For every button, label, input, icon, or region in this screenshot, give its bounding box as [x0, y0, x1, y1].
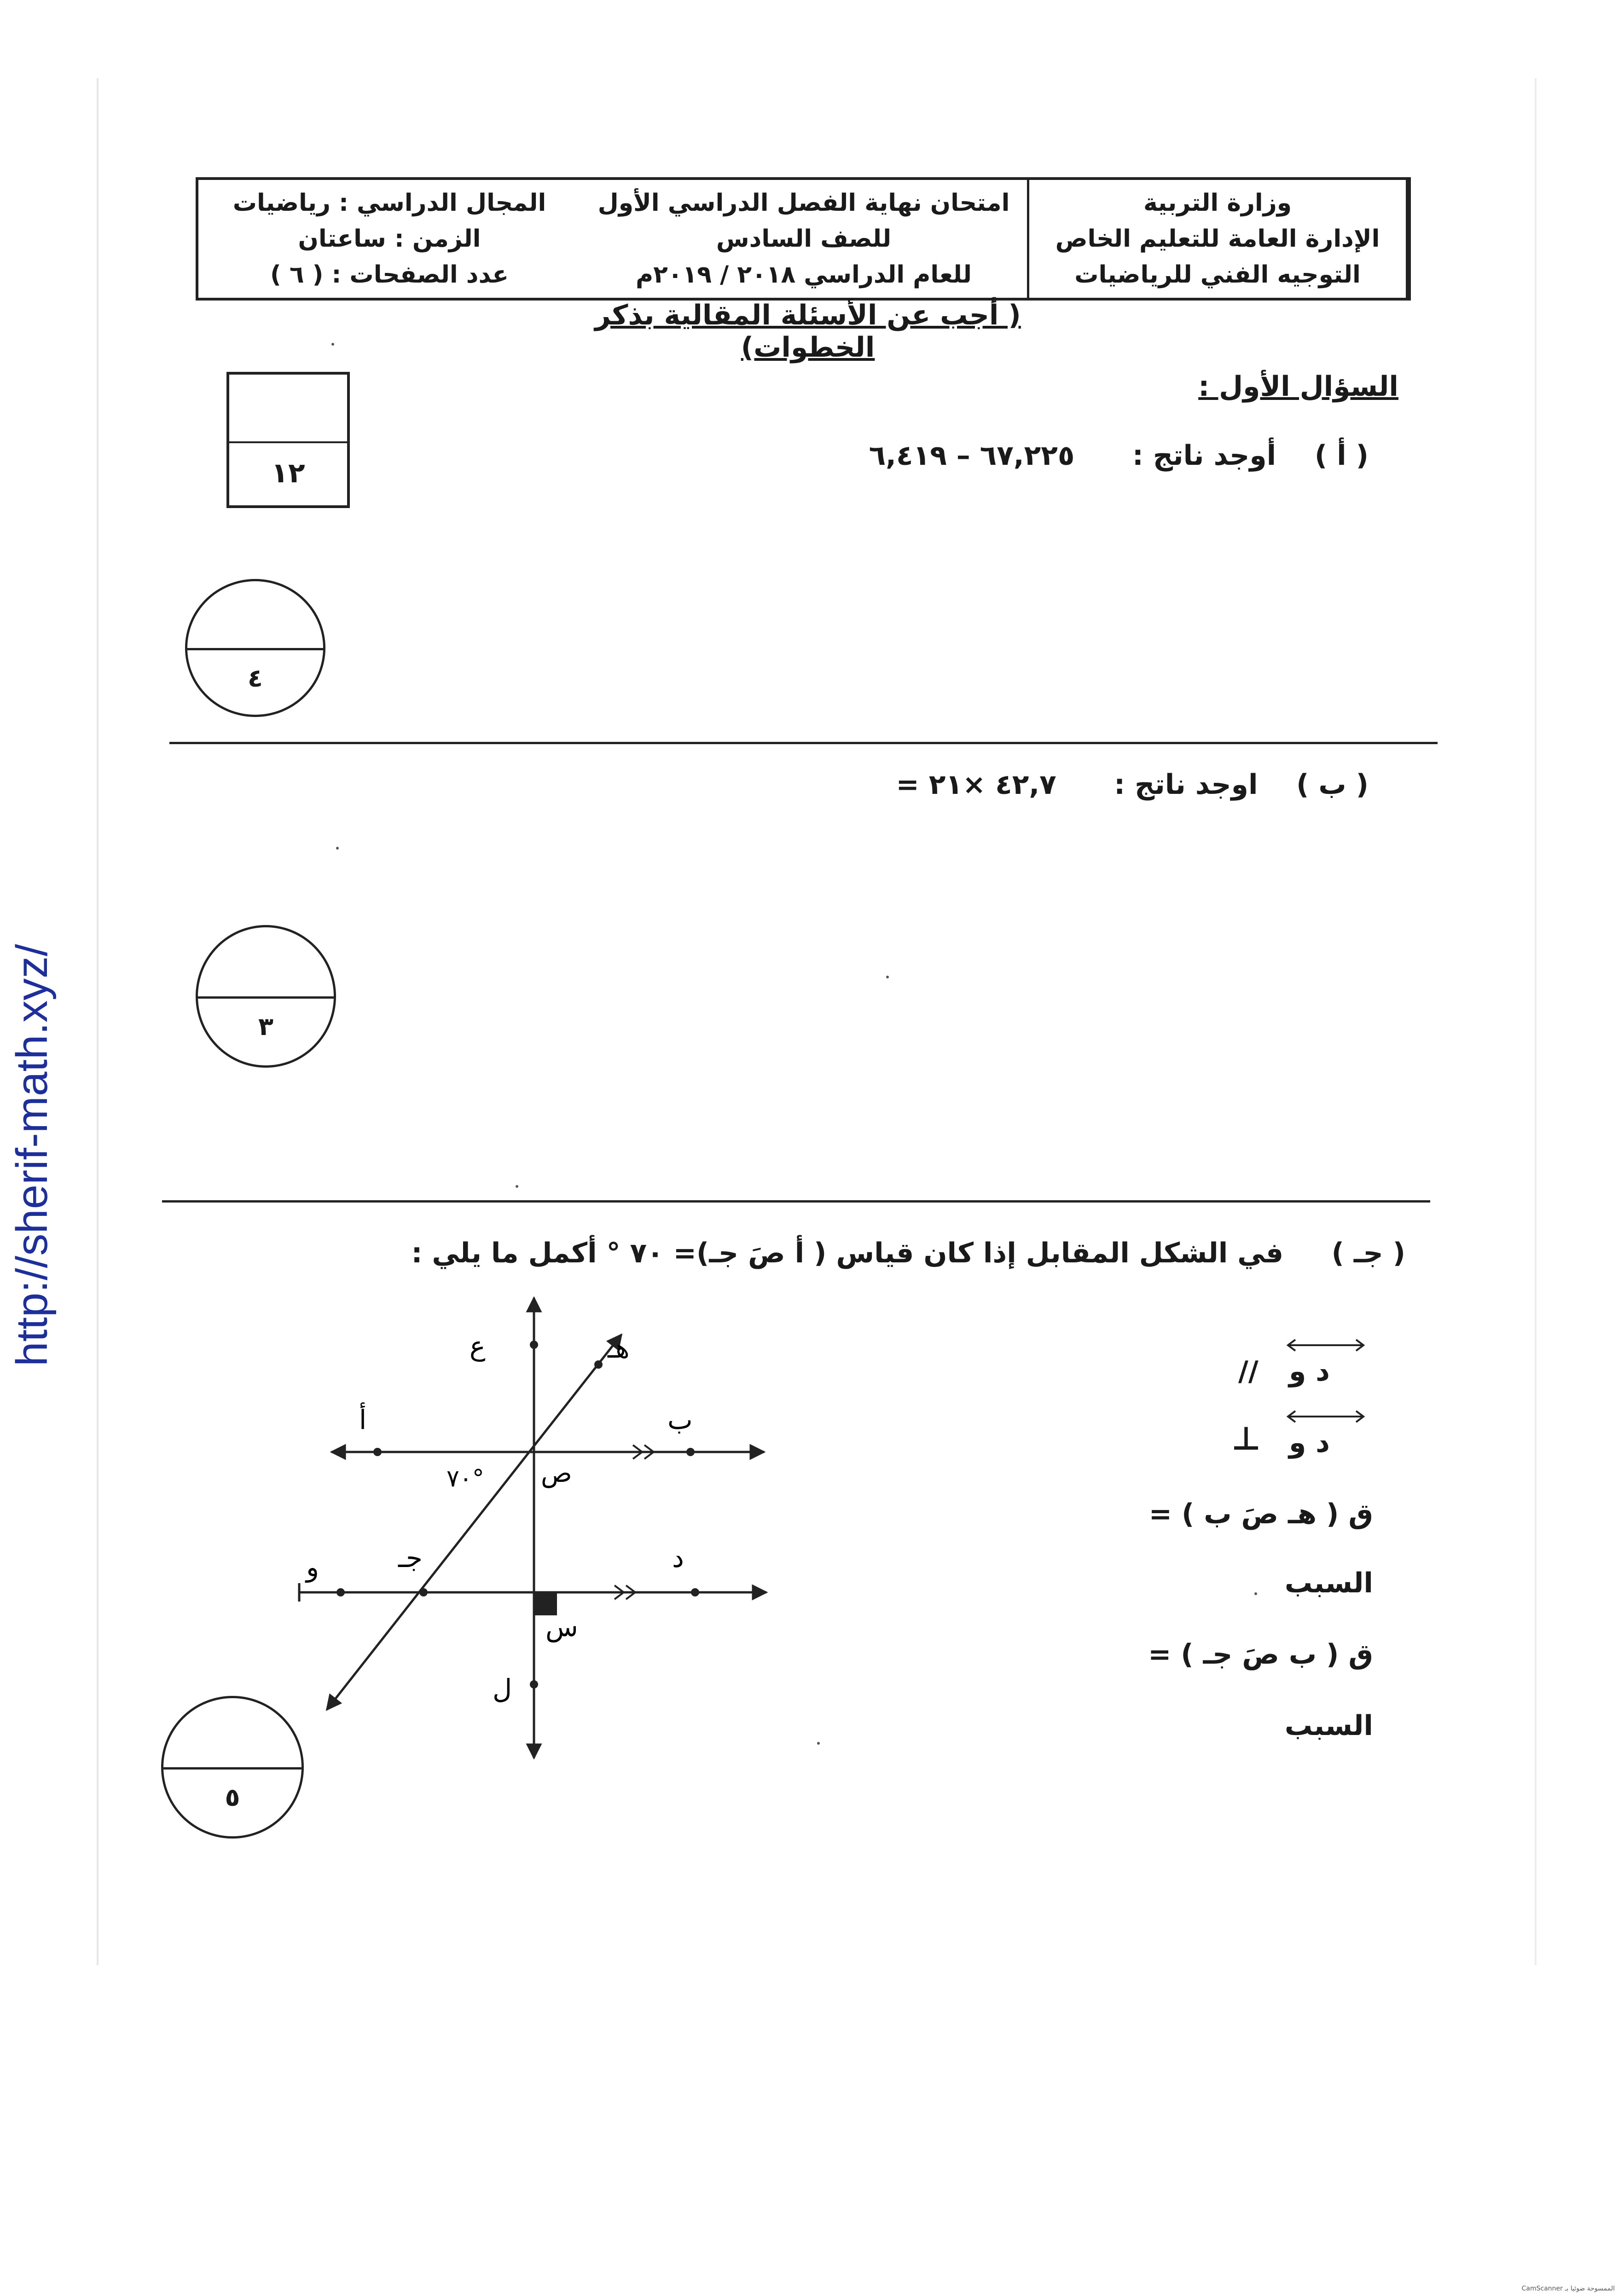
label-sad: ص	[541, 1458, 572, 1488]
supervision-label: التوجيه الفني للرياضيات	[1074, 261, 1361, 289]
year-label: للعام الدراسي ٢٠١٨ / ٢٠١٩م	[635, 261, 972, 289]
label-jim: جـ	[398, 1542, 423, 1573]
footer-mark: CamScanner الممسوحة ضوئيا بـ	[1521, 2285, 1615, 2292]
part-b-text: اوجد ناتج :	[1114, 769, 1258, 801]
label-ha: هـ	[608, 1333, 630, 1364]
part-c-score: ٥	[225, 1783, 240, 1812]
score-blank[interactable]	[229, 375, 347, 443]
label-alef: أ	[359, 1404, 367, 1435]
answer-2: د و	[1289, 1427, 1330, 1459]
department-label: الإدارة العامة للتعليم الخاص	[1055, 225, 1380, 253]
answer-3-reason: السبب	[1284, 1567, 1373, 1599]
pages-label: عدد الصفحات : ( ٦ )	[270, 261, 509, 289]
divider-1	[169, 742, 1438, 744]
part-c-label: ( جـ )	[1331, 1237, 1405, 1269]
ministry-label: وزارة التربية	[1143, 189, 1292, 217]
grade-label: للصف السادس	[716, 225, 892, 253]
subject-label: المجال الدراسي : رياضيات	[232, 189, 546, 217]
part-c-text: في الشكل المقابل إذا كان قياس ( أ صَ جـ)= ٧٠ ° أكمل ما يلي :	[411, 1237, 1284, 1269]
answer-4: ق ( ب صَ جـ ) =	[1148, 1638, 1373, 1671]
label-dal: د	[672, 1542, 684, 1573]
label-ain: ع	[470, 1330, 486, 1362]
watermark: http://sherif-math.xyz/	[7, 944, 57, 1366]
answer-1: د و	[1289, 1355, 1330, 1388]
total-score-box	[226, 372, 350, 508]
exam-title: امتحان نهاية الفصل الدراسي الأول	[597, 189, 1010, 217]
part-a-expression: ٦٧,٢٢٥ – ٦,٤١٩	[869, 440, 1075, 472]
header-left-cell	[198, 180, 580, 298]
header-table	[196, 177, 1411, 301]
parallel-symbol: //	[1238, 1355, 1259, 1388]
part-a-text: أوجد ناتج :	[1132, 440, 1276, 472]
part-b-expression: ٤٢,٧ ×٢١ =	[896, 769, 1056, 801]
label-ba: ب	[667, 1404, 693, 1435]
perpendicular-symbol: ⊥	[1231, 1420, 1261, 1457]
part-a-label: ( أ )	[1314, 440, 1369, 472]
label-waw: و	[306, 1551, 319, 1583]
label-lam: ل	[493, 1673, 512, 1705]
line-arrow-icon	[1284, 1407, 1367, 1426]
answer-3: ق ( هـ صَ ب ) =	[1148, 1498, 1373, 1530]
angle-label: ٧٠°	[447, 1465, 484, 1492]
divider-2	[162, 1200, 1430, 1203]
part-b-score-circle	[196, 925, 336, 1068]
question-1-title: السؤال الأول :	[1198, 370, 1398, 403]
geometry-figure	[285, 1289, 801, 1772]
part-c-score-circle	[161, 1696, 304, 1839]
instructions: ( أجب عن الأسئلة المقالية بذكر الخطوات)	[595, 299, 1021, 364]
line-arrow-icon	[1284, 1336, 1367, 1354]
part-c	[411, 1237, 1405, 1269]
part-a	[869, 440, 1369, 472]
part-b-score: ٣	[258, 1012, 273, 1041]
total-score: ١٢	[271, 457, 305, 489]
header-middle-cell	[580, 180, 1029, 298]
header-right-cell	[1029, 180, 1408, 298]
part-a-score-circle	[185, 579, 325, 717]
time-label: الزمن : ساعتان	[298, 225, 481, 253]
label-sin: س	[545, 1611, 578, 1642]
transversal-line	[327, 1335, 621, 1710]
answer-4-reason: السبب	[1284, 1710, 1373, 1742]
part-b-label: ( ب )	[1296, 769, 1369, 801]
part-a-score: ٤	[248, 663, 263, 693]
part-b	[896, 769, 1369, 801]
